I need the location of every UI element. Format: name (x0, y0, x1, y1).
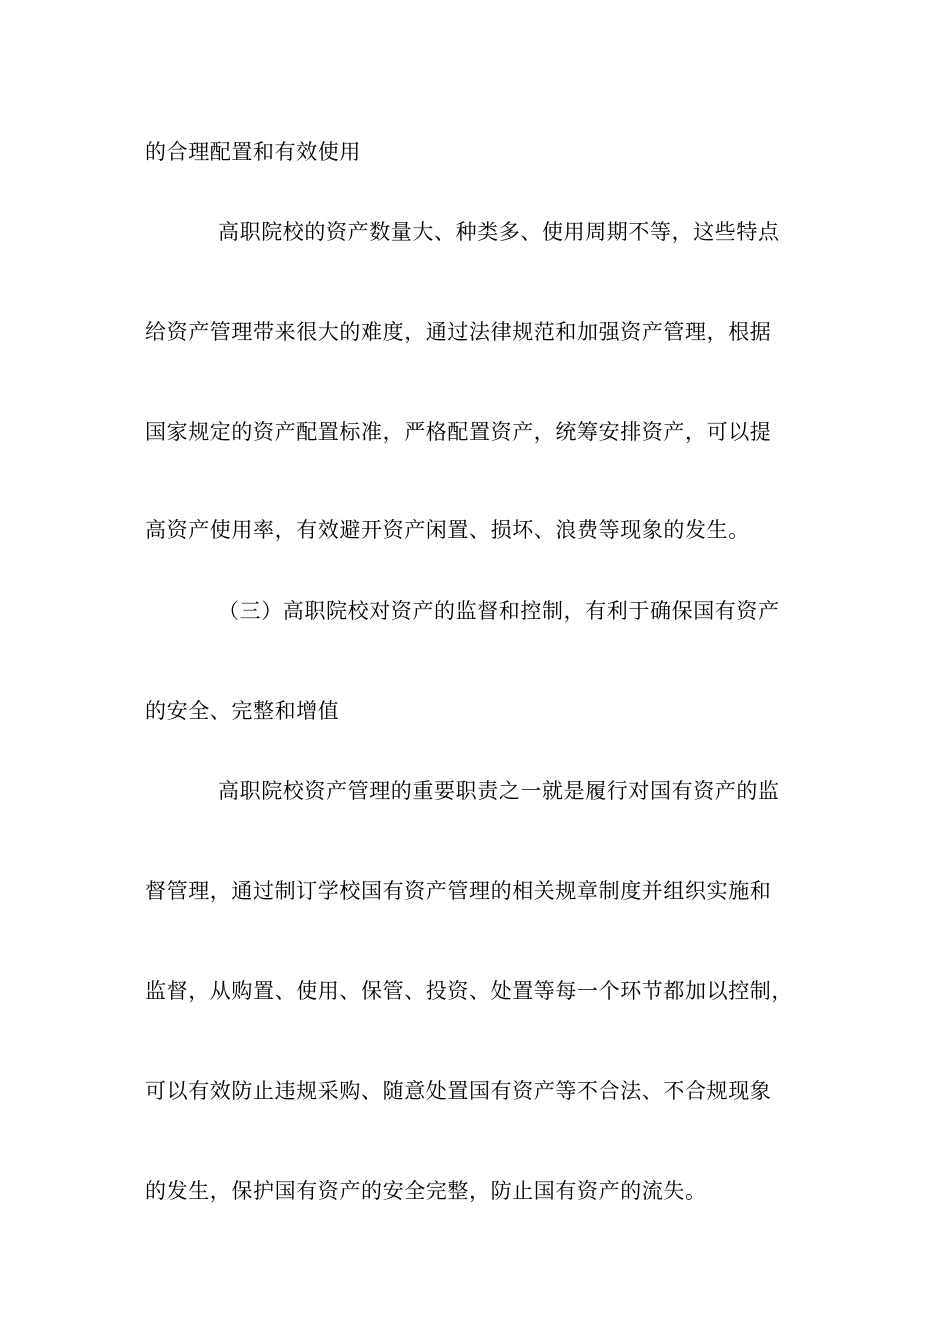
text-line: 的发生，保护国有资产的安全完整，防止国有资产的流失。 (145, 1179, 707, 1203)
text-line: 督管理，通过制订学校国有资产管理的相关规章制度并组织实施和 (145, 879, 772, 903)
paragraph-first-line: 高职院校资产管理的重要职责之一就是履行对国有资产的监 (218, 779, 780, 803)
text-line: 国家规定的资产配置标准，严格配置资产，统筹安排资产，可以提 (145, 420, 772, 444)
paragraph-first-line: 高职院校的资产数量大、种类多、使用周期不等，这些特点 (218, 220, 780, 244)
section-heading-line: （三）高职院校对资产的监督和控制，有利于确保国有资产 (218, 599, 780, 623)
text-line: 的合理配置和有效使用 (145, 140, 361, 164)
text-line: 给资产管理带来很大的难度，通过法律规范和加强资产管理，根据 (145, 320, 772, 344)
text-line: 高资产使用率，有效避开资产闲置、损坏、浪费等现象的发生。 (145, 518, 750, 542)
text-line: 监督，从购置、使用、保管、投资、处置等每一个环节都加以控制， (145, 979, 793, 1003)
text-line: 可以有效防止违规采购、随意处置国有资产等不合法、不合规现象 (145, 1079, 772, 1103)
section-heading-line: 的安全、完整和增值 (145, 699, 340, 723)
